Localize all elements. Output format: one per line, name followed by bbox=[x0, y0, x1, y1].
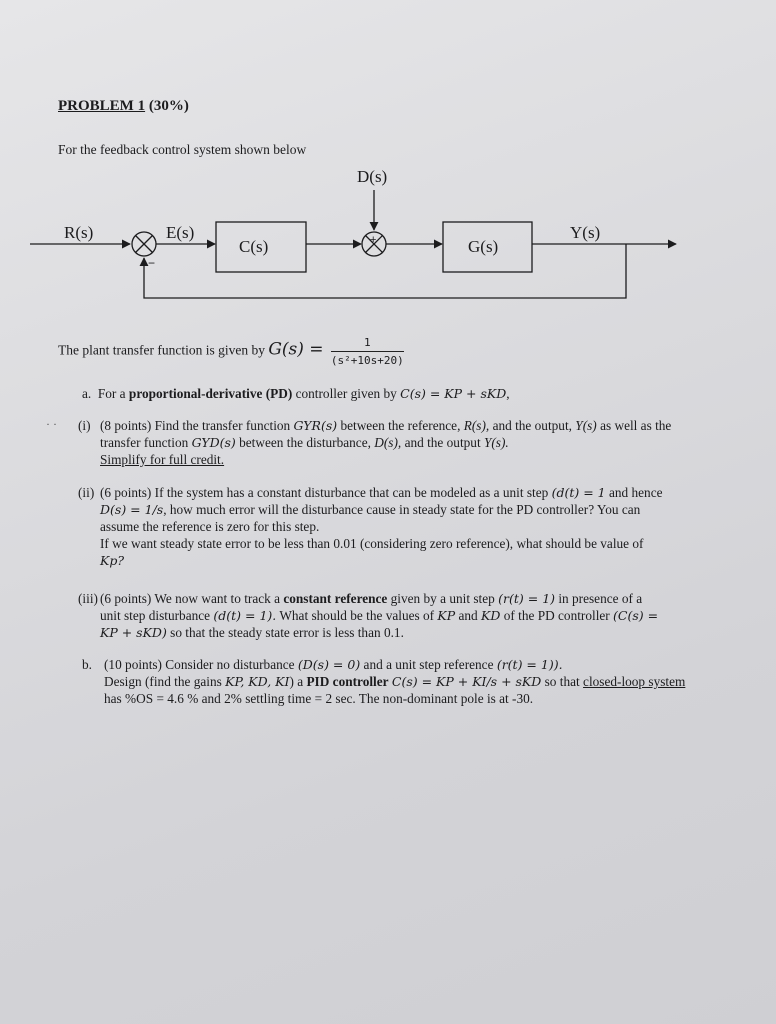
part-b-f2: (r(t) = 1)). bbox=[496, 657, 563, 672]
part-a bbox=[82, 385, 510, 402]
part-i-y: Y(s) bbox=[575, 418, 597, 433]
part-iii-label: (iii) bbox=[78, 591, 98, 606]
part-i-t3: and the output, bbox=[492, 418, 572, 433]
intro-text: For the feedback control system shown below bbox=[58, 142, 307, 157]
margin-dots: · · bbox=[46, 417, 57, 431]
input-label: R(s) bbox=[64, 223, 94, 242]
part-iii-f5: (C(s) = bbox=[613, 608, 659, 623]
part-ii-f3: Kp? bbox=[100, 553, 125, 568]
part-a-end: , bbox=[506, 386, 510, 401]
part-ii bbox=[78, 484, 728, 569]
part-b-f4: C(s) = KP + KI/s + sKD bbox=[391, 674, 542, 689]
block-diagram bbox=[0, 160, 776, 330]
part-ii-t4: assume the reference is zero for this step. bbox=[100, 519, 320, 534]
part-b-t2: and a unit step reference bbox=[363, 657, 494, 672]
disturbance-label: D(s) bbox=[357, 167, 388, 186]
part-iii-t2: given by a unit step bbox=[390, 591, 495, 606]
part-i-simplify: Simplify for full credit. bbox=[100, 452, 225, 467]
part-iii-t1: (6 points) We now want to track a bbox=[100, 591, 280, 606]
part-a-formula: C(s) = KP + sKD bbox=[400, 386, 507, 401]
part-i-d: D(s), bbox=[374, 435, 402, 450]
problem-title bbox=[58, 98, 189, 115]
output-label: Y(s) bbox=[570, 223, 601, 242]
part-iii-f4: KD bbox=[481, 608, 501, 623]
part-b bbox=[82, 656, 732, 707]
part-i-t6: between the disturbance, bbox=[239, 435, 371, 450]
part-iii-bold: constant reference bbox=[283, 591, 388, 606]
part-i-f2: GYD(s) bbox=[191, 435, 236, 450]
part-i bbox=[78, 417, 728, 468]
part-i-t1: (8 points) Find the transfer function bbox=[100, 418, 291, 433]
part-iii-f2: (d(t) = 1). bbox=[213, 608, 277, 623]
part-b-t6: has %OS = 4.6 % and 2% settling time = 2 sec. The non-dominant pole is at -30. bbox=[104, 691, 534, 706]
problem-title-text: PROBLEM 1 bbox=[58, 98, 146, 114]
part-i-f1: GYR(s) bbox=[293, 418, 338, 433]
part-i-t7: and the output bbox=[404, 435, 481, 450]
part-ii-t1: (6 points) If the system has a constant disturbance that can be modeled as a unit step bbox=[100, 485, 549, 500]
part-b-t1: (10 points) Consider no disturbance bbox=[104, 657, 295, 672]
part-iii bbox=[78, 590, 728, 641]
part-b-label: b. bbox=[82, 657, 92, 672]
plant-numerator: 1 bbox=[331, 336, 404, 352]
part-ii-label: (ii) bbox=[78, 485, 95, 500]
part-iii-t3: in presence of a bbox=[558, 591, 643, 606]
plant-label: G(s) bbox=[468, 237, 499, 256]
part-iii-t8: so that the steady state error is less than 0.1. bbox=[170, 625, 404, 640]
part-ii-t5: If we want steady state error to be less than 0.01 (considering zero reference), what should be value of bbox=[100, 536, 644, 551]
sign-minus-1: − bbox=[148, 256, 156, 270]
part-ii-f2: D(s) = 1/s bbox=[100, 502, 164, 517]
part-i-t5: transfer function bbox=[100, 435, 189, 450]
part-iii-t6: and bbox=[458, 608, 478, 623]
part-i-t2: between the reference, bbox=[340, 418, 461, 433]
plant-denominator: (s²+10s+20) bbox=[330, 354, 404, 367]
part-a-post: controller given by bbox=[295, 386, 397, 401]
plant-lead: The plant transfer function is given by bbox=[58, 342, 265, 358]
part-b-t4: ) a bbox=[289, 674, 304, 689]
part-i-label: (i) bbox=[78, 418, 91, 433]
part-a-bold: proportional-derivative (PD) bbox=[128, 386, 293, 401]
part-b-f1: (D(s) = 0) bbox=[297, 657, 361, 672]
part-b-t3: Design (find the gains bbox=[104, 674, 222, 689]
part-i-y2: Y(s). bbox=[483, 435, 509, 450]
part-ii-f1: (d(t) = 1 bbox=[551, 485, 606, 500]
part-iii-f1: (r(t) = 1) bbox=[498, 591, 556, 606]
plant-transfer-function bbox=[58, 336, 404, 367]
error-label: E(s) bbox=[166, 223, 195, 242]
part-b-bold: PID controller bbox=[306, 674, 389, 689]
part-iii-t7: of the PD controller bbox=[503, 608, 610, 623]
part-b-t5: so that bbox=[544, 674, 580, 689]
part-b-f3: KP, KD, KI bbox=[225, 674, 290, 689]
part-a-label: a. bbox=[82, 386, 92, 401]
plant-fraction bbox=[331, 336, 404, 367]
plant-lhs: G(s) = bbox=[268, 339, 324, 360]
part-iii-f3: KP bbox=[437, 608, 456, 623]
part-a-pre: For a bbox=[97, 386, 126, 401]
part-b-ul: closed-loop system bbox=[583, 674, 686, 689]
part-ii-t3: , how much error will the disturbance cause in steady state for the PD controller? You can bbox=[163, 502, 641, 517]
part-i-r: R(s), bbox=[463, 418, 490, 433]
part-iii-f6: KP + sKD) bbox=[100, 625, 167, 640]
part-iii-t5: What should be the values of bbox=[279, 608, 435, 623]
part-ii-t2: and hence bbox=[608, 485, 663, 500]
part-iii-t4: unit step disturbance bbox=[100, 608, 211, 623]
sign-plus-2: + bbox=[370, 234, 377, 246]
part-i-t4: as well as the bbox=[600, 418, 672, 433]
controller-label: C(s) bbox=[239, 237, 269, 256]
problem-weight: (30%) bbox=[148, 98, 189, 114]
